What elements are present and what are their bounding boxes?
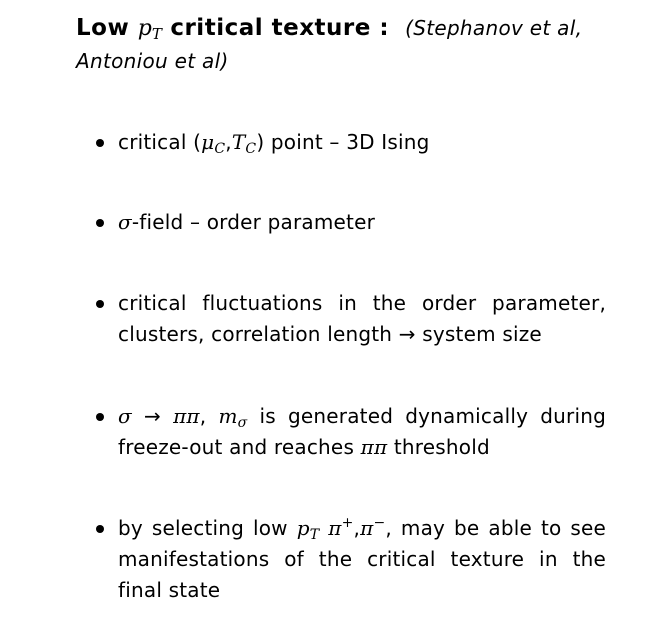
pi-plus-symbol [319,516,353,540]
m-sigma-symbol [218,404,248,431]
sigma-symbol: σ [118,404,132,428]
bullet-item-sigma-decay [96,401,606,463]
bullet-dot-icon [96,300,104,308]
text-segment: threshold [387,435,490,459]
bullet-text [118,513,606,606]
p-subscript: T [309,527,320,543]
bullet-dot-icon [96,413,104,421]
text-segment: , may be able to see manifestations of the critical texture in the final state [118,516,607,602]
bullet-item-low-pt-selection [96,513,606,606]
pi-superscript: + [341,515,354,531]
bullet-text [118,401,606,463]
title-prefix: Low [76,15,138,41]
bullet-text [118,207,606,238]
text-segment: , [199,404,219,428]
m-symbol: m [218,404,238,428]
comma: , [225,130,232,154]
pi-symbol: π [360,516,374,540]
sigma-symbol: σ [118,210,132,234]
bullet-item-critical-point [96,127,606,158]
bullet-text [118,288,606,350]
text-segment: -field – order parameter [131,210,376,234]
title-pt-subscript: T [151,25,162,43]
pi-superscript: − [373,515,386,531]
m-subscript: σ [237,415,248,431]
text-segment: ) point – 3D Ising [256,130,430,154]
pi-minus-symbol [360,516,385,540]
text-segment: critical ( [118,130,202,154]
text-segment: system size [415,322,542,346]
pi-symbol: π [319,516,342,540]
title-pt-symbol: p [137,16,152,41]
title-citation: (Stephanov et al, Antoniou et al) [76,16,583,73]
mu-symbol: μ [201,130,215,154]
bullet-dot-icon [96,219,104,227]
bullet-item-critical-fluctuations [96,288,606,350]
slide-title [76,12,606,77]
t-subscript: C [245,141,257,157]
bullet-dot-icon [96,139,104,147]
pi-pi-symbol: ππ [173,404,200,428]
text-segment: by selecting low [118,516,297,540]
right-arrow-icon: → [131,404,174,428]
bullet-item-sigma-field [96,207,606,238]
t-symbol: T [231,130,246,154]
mu-subscript: C [214,141,226,157]
title-pt-variable [138,16,162,41]
title-suffix: critical texture : [161,15,390,41]
text-segment: is generated dynamically during freeze-out and reaches [118,404,606,459]
text-segment: critical fluctuations in the order parameter, clusters, correlation length [118,291,606,346]
mu-c-symbol [201,130,226,157]
t-c-symbol [231,130,257,157]
comma: , [353,516,361,540]
p-symbol: p [296,516,310,540]
bullet-text [118,127,606,158]
right-arrow-icon: → [398,322,416,346]
pi-pi-symbol: ππ [360,435,388,459]
bullet-dot-icon [96,525,104,533]
pt-symbol [296,516,320,543]
